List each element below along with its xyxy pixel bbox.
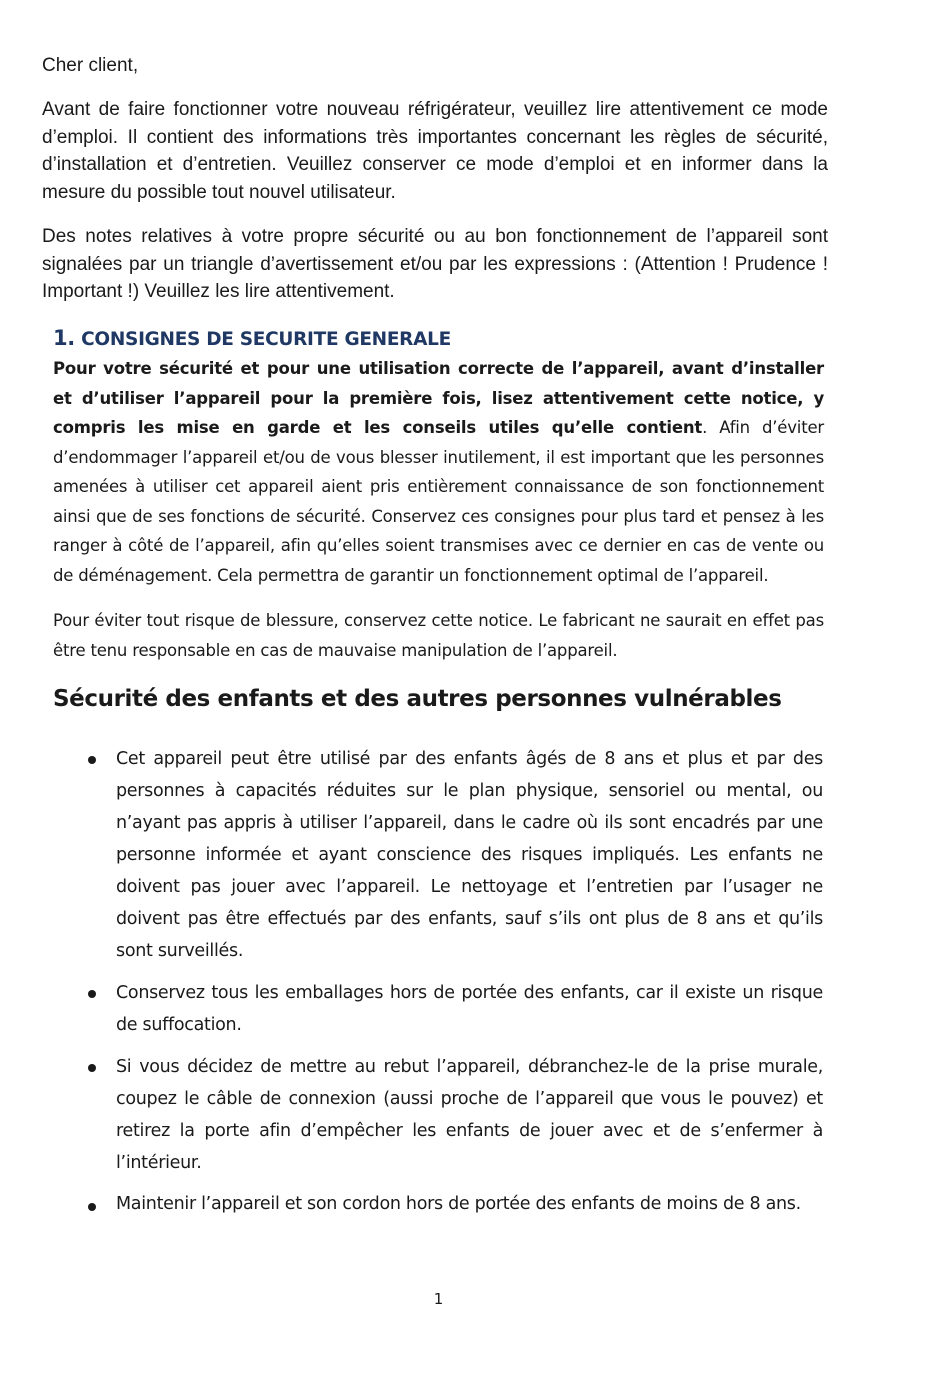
bullet-item-1: Cet appareil peut être utilisé par des enfants âgés de 8 ans et plus et par des personnes à capacités réduites sur le plan physique, sensoriel ou mental, ou n’ayant pas appris à utiliser l’appareil, dans le cadre où ils sont encadrés par une personne informée et ayant conscience des risques impliqués. Les enfants ne doivent pas jouer avec l’appareil. Le nettoyage et l’entretien par l’usager ne doivent pas être effectués par des enfants, sauf s’ils ont plus de 8 ans et qu’ils sont surveillés. xyxy=(116,749,823,961)
bullet-dot-1 xyxy=(88,756,96,764)
bullet-dot-3 xyxy=(88,1064,96,1072)
section-2-heading: Sécurité des enfants et des autres personnes vulnérables xyxy=(53,686,782,712)
section-1-bold-lead: Pour votre sécurité et pour une utilisation correcte de l’appareil, avant d’installer et d’utiliser l’appareil pour la première fois, lisez attentivement cette notice, y compris les mise en garde et les conseils utiles qu’elle contient xyxy=(53,359,824,437)
section-1-number: 1. xyxy=(53,326,75,350)
bullet-dot-4 xyxy=(88,1203,96,1211)
bullet-dot-2 xyxy=(88,990,96,998)
section-1-heading xyxy=(53,326,451,350)
section-1-title: CONSIGNES DE SECURITE GENERALE xyxy=(81,329,451,350)
bullet-item-3: Si vous décidez de mettre au rebut l’appareil, débranchez-le de la prise murale, coupez le câble de connexion (aussi proche de l’appareil que vous le pouvez) et retirez la porte afin d’empêcher les enfants de jouer avec et de s’enfermer à l’intérieur. xyxy=(116,1057,823,1173)
salutation: Cher client, xyxy=(42,55,139,76)
intro-paragraph-1: Avant de faire fonctionner votre nouveau réfrigérateur, veuillez lire attentivement ce mode d’emploi. Il contient des informations très importantes concernant les règles de sécurité, d’installation et d’entretien. Veuillez conserver ce mode d’emploi et en informer dans la mesure du possible tout nouvel utilisateur. xyxy=(42,99,828,203)
intro-paragraph-2: Des notes relatives à votre propre sécurité ou au bon fonctionnement de l’appareil sont signalées par un triangle d’avertissement et/ou par les expressions : (Attention ! Prudence ! Important !) Veuillez les lire attentivement. xyxy=(42,226,828,302)
section-1-paragraph-2: Pour éviter tout risque de blessure, conservez cette notice. Le fabricant ne saurait en effet pas être tenu responsable en cas de mauvaise manipulation de l’appareil. xyxy=(53,611,824,660)
bullet-item-4: Maintenir l’appareil et son cordon hors de portée des enfants de moins de 8 ans. xyxy=(116,1194,801,1214)
page-number: 1 xyxy=(433,1290,444,1308)
section-1-continuation: . Afin d’éviter d’endommager l’appareil et/ou de vous blesser inutilement, il est important que les personnes amenées à utiliser cet appareil aient pris entièrement connaissance de son fonctionnement ainsi que de ses fonctions de sécurité. Conservez ces consignes pour plus tard et pensez à les ranger à côté de l’appareil, afin qu’elles soient transmises avec ce dernier en cas de vente ou de déménagement. Cela permettra de garantir un fonctionnement optimal de l’appareil. xyxy=(53,418,824,585)
section-1-paragraph-1 xyxy=(53,354,824,590)
bullet-item-2: Conservez tous les emballages hors de portée des enfants, car il existe un risque de suffocation. xyxy=(116,983,823,1035)
